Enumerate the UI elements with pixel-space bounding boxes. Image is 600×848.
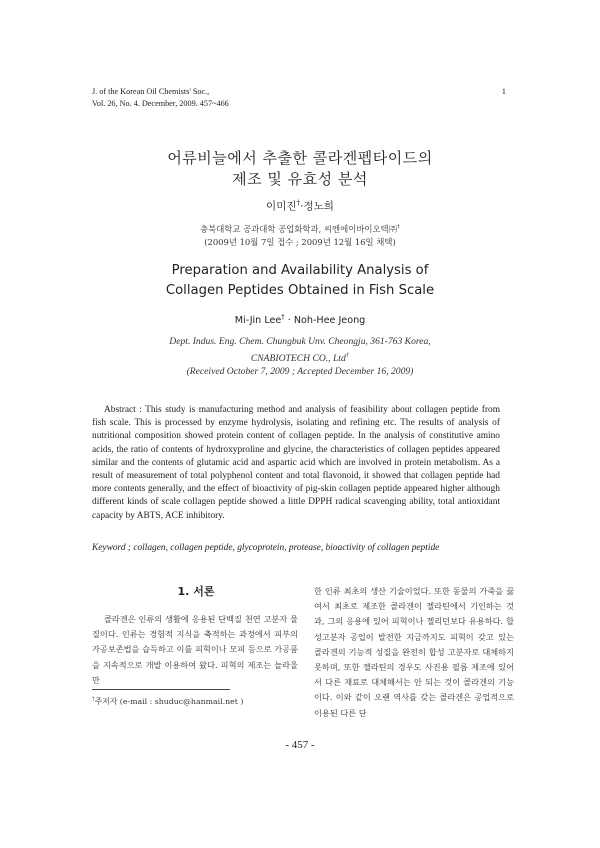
received-dates: (Received October 7, 2009 ; Accepted December 16, 2009) (186, 366, 414, 378)
korean-title-line-2: 제조 및 유효성 분석 (232, 170, 368, 188)
abstract-text: This study is manufacturing method and analysis of feasibility about collagen peptide from fish scale. This is processed by enzyme hydrolysis, isolating and refining etc. The results of analysis of nutritional composition showed protein content of collagen peptide. In the analysis of constitutive amino acids, the ratio of contents of hydroxyproline and glycine, the characteristics of collagen peptides appeared similar and the contents of glutamic acid and aspartic acid which are involved in protein metabolism. As a result of measurement of total polyphenol content and total flavonoid, it showed that collagen peptide had more contents generally, and the effect of bioactivity of pig-skin collagen peptide appeared higher although different kinds of scale collagen peptide showed a little DPPH radical scavenging ability, total antioxidant capacity by ABTS, ACE inhibitory. (92, 405, 500, 521)
footnote (92, 696, 243, 707)
footnote-divider (92, 689, 230, 690)
english-title-line-1: Preparation and Availability Analysis of (171, 263, 429, 278)
english-authors (0, 313, 600, 326)
page-number: 1 (501, 86, 506, 96)
dagger-mark: † (92, 696, 95, 703)
footer-page-number: - 457 - (285, 739, 315, 751)
korean-authors (0, 198, 600, 214)
english-author-rest: · Noh-Hee Jeong (287, 315, 366, 327)
english-affiliation-line-1: Dept. Indus. Eng. Chem. Chungbuk Unv. Cheongju, 361-763 Korea, (169, 336, 431, 347)
dagger-mark: † (345, 351, 350, 359)
body-column-right: 한 인류 최초의 생산 기술이었다. 또한 동물의 가죽을 끓여서 최초로 제조한 콜라겐이 젤라틴에서 기인하는 것과, 그의 응용에 있어 피혁이나 젤리던보다 유용하다. 합성고분자 공업이 발전한 지금까지도 피혁이 갖고 있는 콜라겐의 기능적 성질을 완전히 합성 고분자로 대체하지 못하며, 또한 젤라틴의 경우도 사진용 필름 제조에 있어서 다른 재료로 대체해서는 안 되는 것이 콜라겐의 기능이다. 이와 같이 오랜 역사를 갖는 콜라겐은 공업적으로 이용된 다른 단 (314, 586, 514, 718)
dagger-mark: † (296, 198, 301, 207)
korean-author-lead: 이미진 (266, 200, 297, 213)
journal-header (92, 86, 229, 110)
abstract-label: Abstract : (104, 405, 142, 415)
abstract (92, 404, 500, 523)
journal-line-1: J. of the Korean Oil Chemists' Soc., (92, 87, 210, 96)
english-affiliation (0, 335, 600, 379)
english-author-lead: Mi-Jin Lee (234, 315, 282, 327)
korean-title-line-1: 어류비늘에서 추출한 콜라겐펩타이드의 (167, 149, 433, 167)
section-title: 1. 서론 (177, 585, 215, 598)
korean-author-rest: ·정노희 (300, 200, 334, 213)
dagger-mark: † (397, 224, 400, 230)
english-title-line-2: Collagen Peptides Obtained in Fish Scale (165, 283, 435, 298)
journal-line-2: Vol. 26, No. 4. December, 2009. 457~466 (92, 99, 229, 108)
english-affiliation-line-2: CNABIOTECH CO., Ltd (250, 352, 346, 364)
korean-dates: (2009년 10월 7일 접수 ; 2009년 12월 16일 채택) (204, 236, 396, 247)
keywords: Keyword ; collagen, collagen peptide, glycoprotein, protease, bioactivity of collagen peptide (92, 543, 440, 553)
korean-affiliation (0, 221, 600, 249)
body-column-left: 콜라겐은 인류의 생활에 응용된 단백질 천연 고분자 물질이다. 인류는 경험적 지식을 축적하는 과정에서 피부의 가공보존법을 습득하고 이를 피혁이나 모피 등으로 가공품을 지속적으로 개발 이용하여 왔다. 피혁의 제조는 놀라울 만 (92, 614, 298, 685)
korean-affiliation-text: 충북대학교 공과대학 공업화학과, 씨엔에이바이오텍㈜ (200, 223, 398, 234)
english-title (0, 261, 600, 301)
korean-title (0, 148, 600, 190)
dagger-mark: † (281, 313, 285, 321)
footnote-text: 주저자 (e-mail : shuduc@hanmail.net ) (94, 697, 244, 706)
